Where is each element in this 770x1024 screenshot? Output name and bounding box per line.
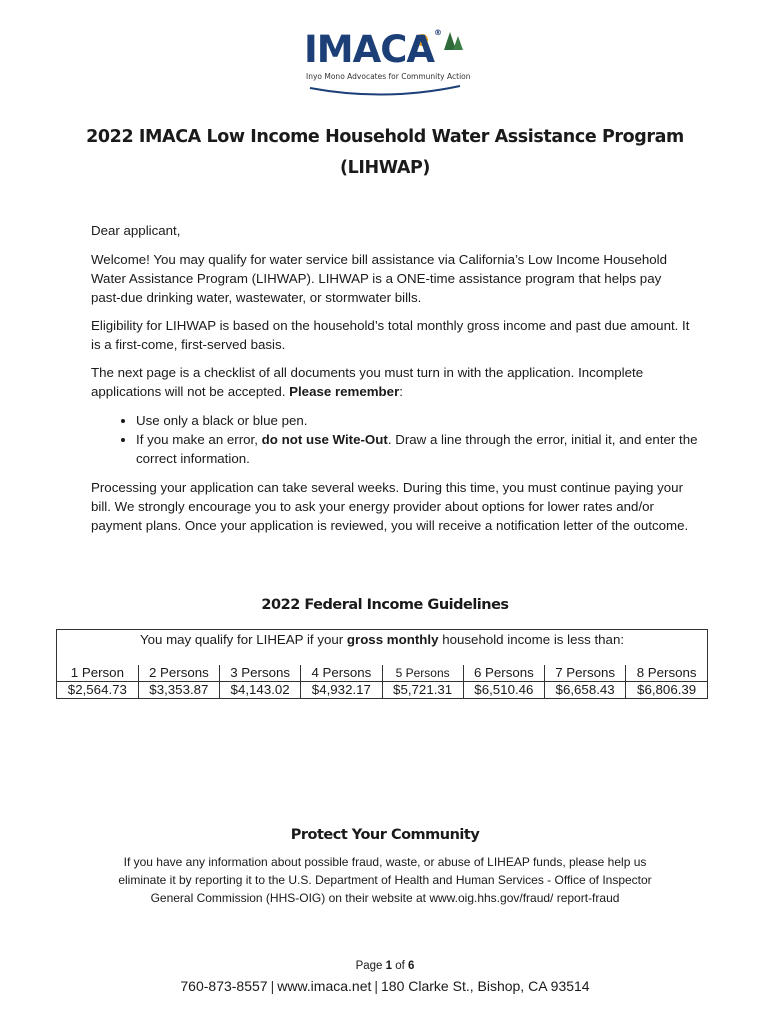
- processing-paragraph: Processing your application can take several weeks. During this time, you must continue paying your bill. We strongly encourage you to ask your energy provider about options for lower rates and/or payment plans. Once your application is reviewed, you will receive a notification letter of the outcome.: [91, 480, 689, 533]
- table-header-cell: 6 Persons: [463, 665, 544, 682]
- table-header-cell: 1 Person: [70, 665, 124, 680]
- page-title: [0, 122, 770, 184]
- table-cell: $4,932.17: [301, 682, 382, 699]
- footer-website[interactable]: www.imaca.net: [277, 978, 372, 994]
- table-cell: $6,806.39: [626, 682, 707, 699]
- list-item: • Use only a black or blue pen.: [136, 412, 736, 431]
- guidelines-title: 2022 Federal Income Guidelines: [261, 597, 509, 613]
- imaca-logo: [300, 28, 470, 98]
- table-cell: $5,721.31: [382, 682, 463, 699]
- table-header-cell: 7 Persons: [545, 665, 626, 682]
- title-line-1: 2022 IMACA Low Income Household Water Assistance Program: [86, 127, 684, 147]
- income-guidelines-table: [56, 629, 708, 699]
- table-header-cell: 4 Persons: [301, 665, 382, 682]
- table-header-cell: 3 Persons: [220, 665, 301, 682]
- footer-address: 180 Clarke St., Bishop, CA 93514: [381, 978, 590, 994]
- fraud-notice: If you have any information about possible fraud, waste, or abuse of LIHEAP funds, please help us eliminate it by reporting it to the U.S. Department of Health and Human Services - Office of Inspector General Commission (HHS-OIG) on their website at www.oig.hhs.gov/fraud/ report-fraud: [118, 855, 652, 905]
- please-remember: Please remember: [289, 383, 400, 399]
- logo-tagline: Inyo Mono Advocates for Community Action: [306, 72, 471, 81]
- table-header-cell: 2 Persons: [138, 665, 219, 682]
- table-cell: $2,564.73: [57, 682, 138, 699]
- table-row: [57, 682, 707, 699]
- table-cell: $4,143.02: [220, 682, 301, 699]
- checklist-paragraph: The next page is a checklist of all documents you must turn in with the application. Incomplete applications will not be accepted. Please remember:: [91, 365, 644, 399]
- income-table: [57, 665, 707, 698]
- contact-footer: 760-873-8557 | www.imaca.net | 180 Clarke St., Bishop, CA 93514: [180, 978, 590, 994]
- table-header-row: [57, 665, 707, 682]
- page-number: Page 1 of 6: [355, 960, 415, 972]
- list-item: • If you make an error, do not use Wite-Out. Draw a line through the error, initial it, and enter the correct information.: [136, 431, 736, 469]
- welcome-paragraph: Welcome! You may qualify for water service bill assistance via California’s Low Income Household Water Assistance Program (LIHWAP). LIHWAP is a ONE-time assistance program that helps pay past-due drinking water, wastewater, or stormwater bills.: [91, 252, 667, 305]
- table-cell: $3,353.87: [138, 682, 219, 699]
- table-cell: $6,510.46: [463, 682, 544, 699]
- income-intro: You may qualify for LIHEAP if your gross monthly household income is less than:: [139, 632, 625, 647]
- instructions-list: [91, 412, 736, 468]
- eligibility-paragraph: Eligibility for LIHWAP is based on the household’s total monthly gross income and past due amount. It is a first-come, first-served basis.: [91, 318, 690, 352]
- greeting: Dear applicant,: [91, 223, 181, 238]
- table-cell: $6,658.43: [545, 682, 626, 699]
- footer-phone: 760-873-8557: [180, 978, 268, 994]
- protect-title: Protect Your Community: [290, 827, 480, 843]
- table-header-cell: 8 Persons: [626, 665, 707, 682]
- logo-wordmark: IMACA®: [304, 28, 442, 71]
- table-header-cell: 5 Persons: [382, 665, 463, 682]
- title-line-2: (LIHWAP): [340, 158, 430, 178]
